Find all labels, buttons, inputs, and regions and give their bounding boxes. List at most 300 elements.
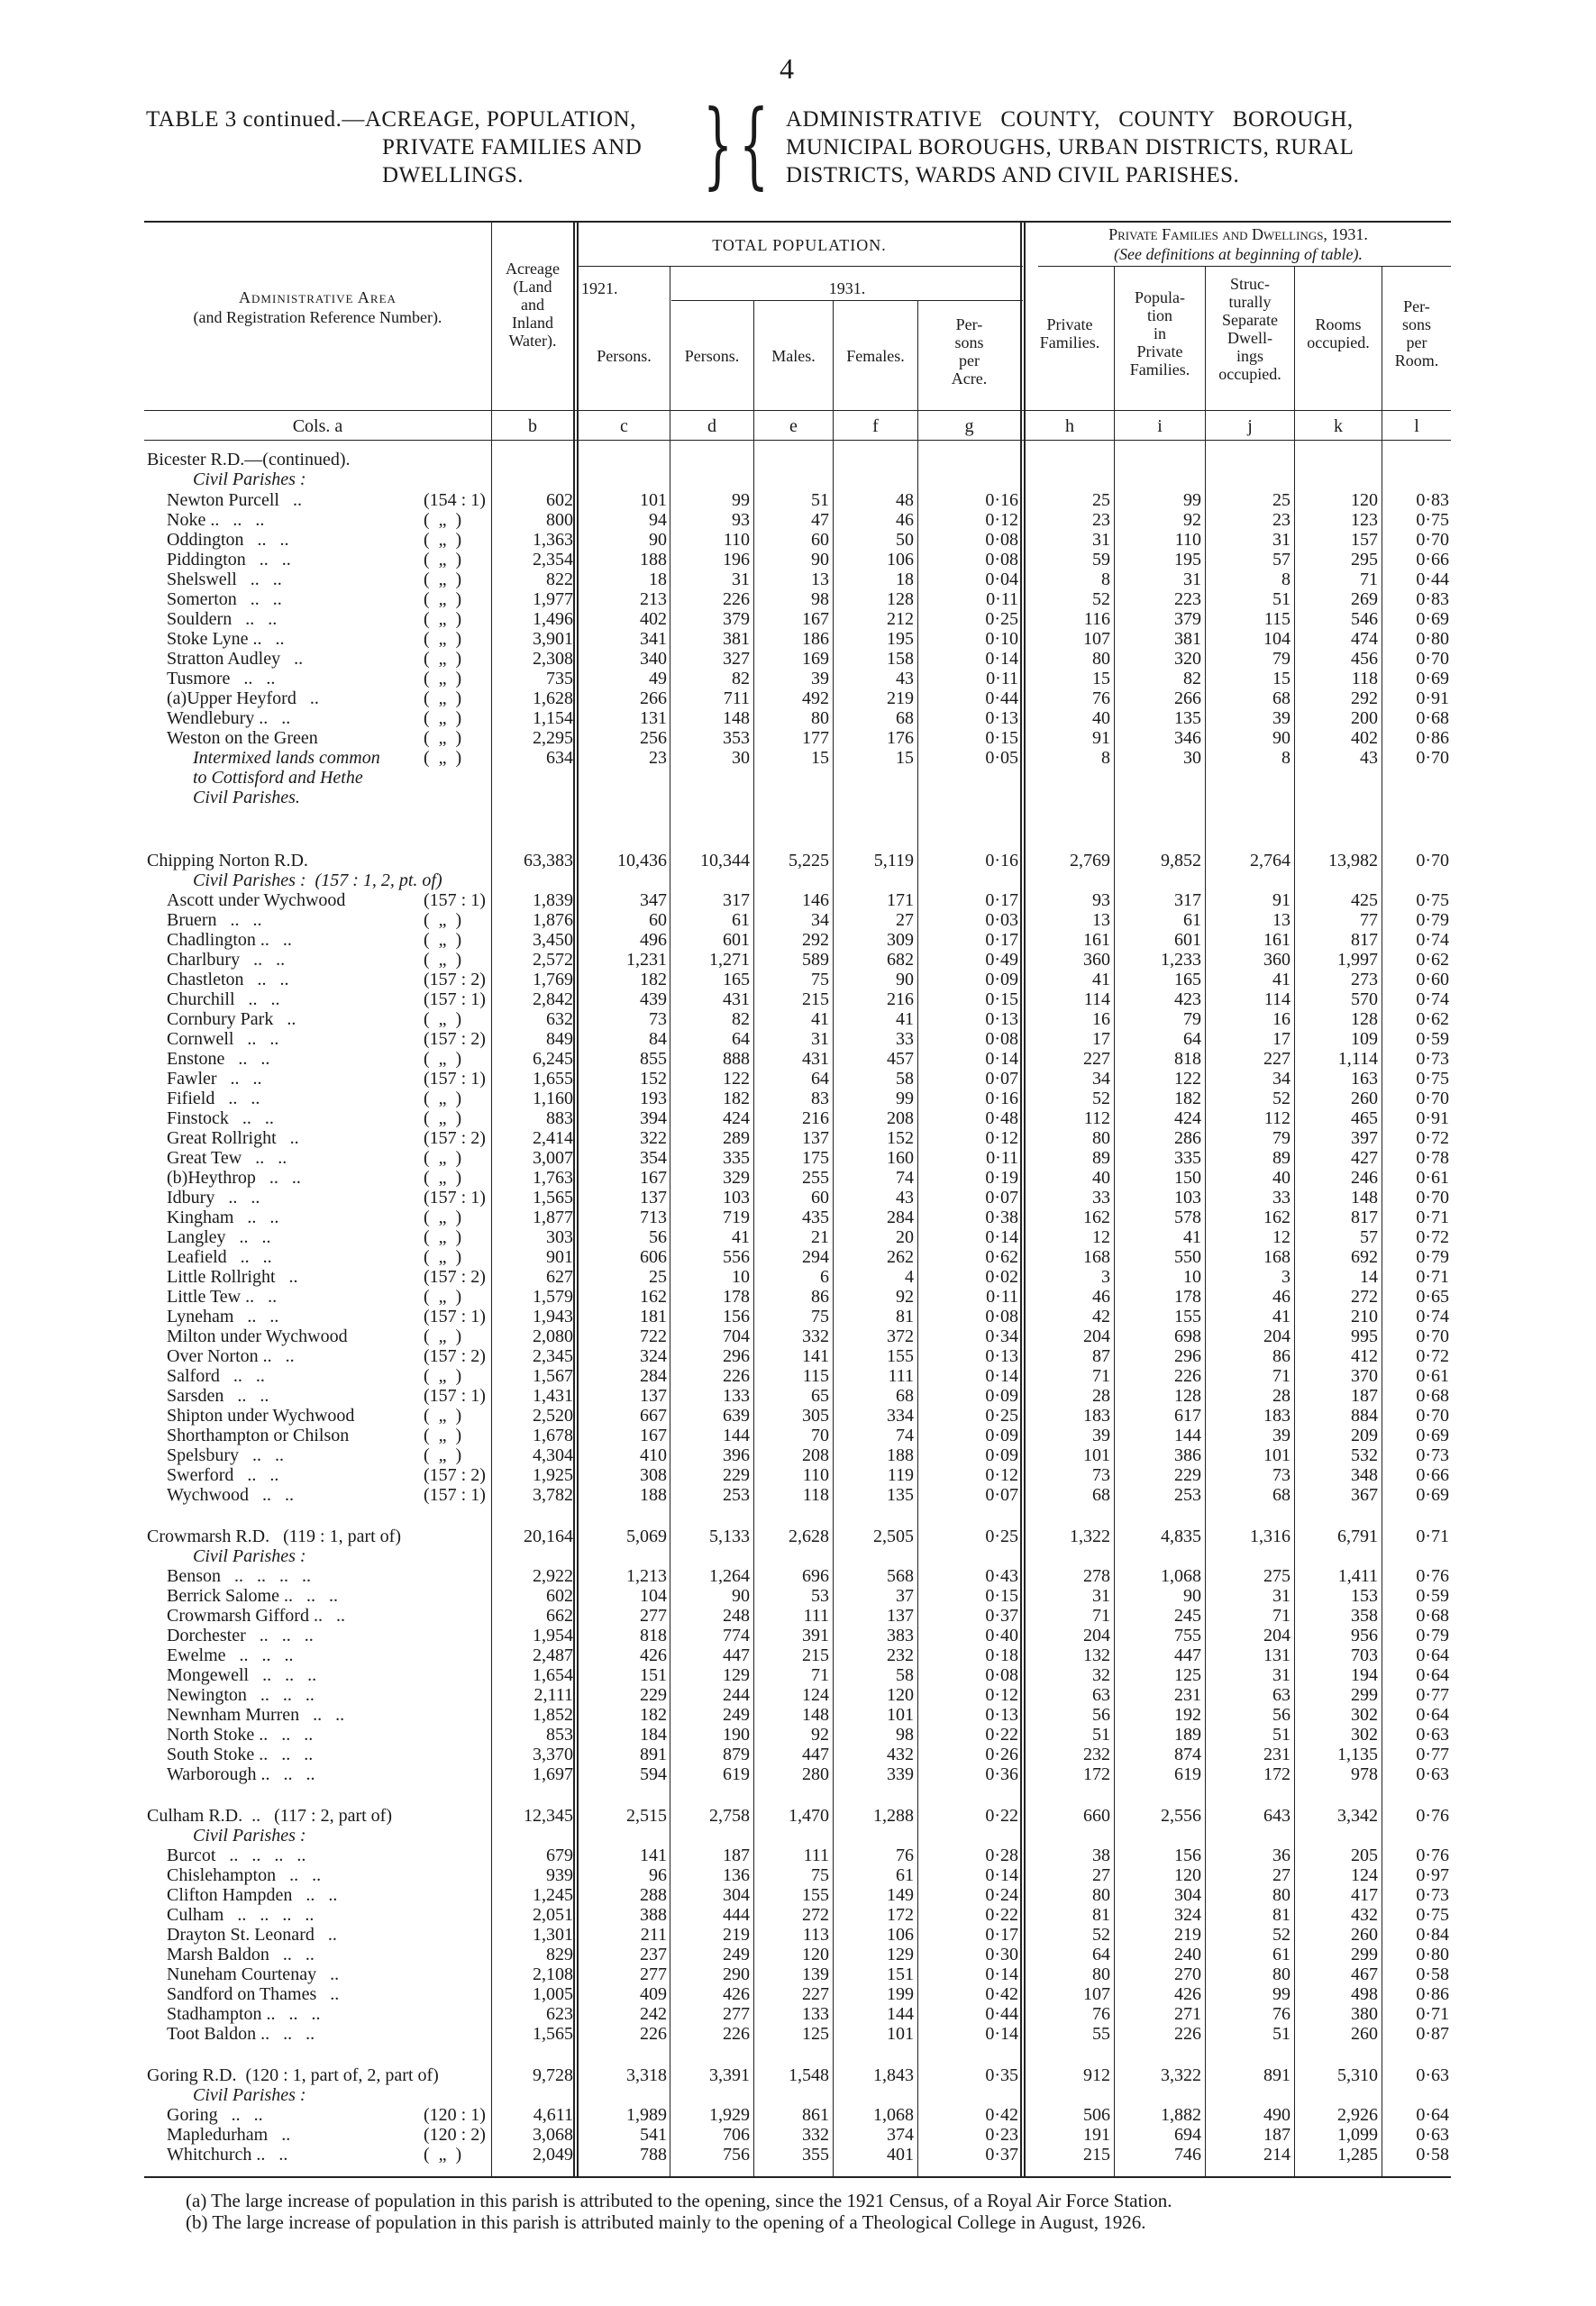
area-name: Ascott under Wychwood — [167, 890, 346, 910]
cell-dwellings: 51 — [1272, 589, 1290, 609]
cell-persons-per-acre: 0·08 — [985, 1029, 1018, 1049]
area-name: Intermixed lands common — [193, 748, 380, 768]
cell-rooms: 13,982 — [1328, 851, 1378, 870]
cell-dwellings: 131 — [1263, 1645, 1290, 1665]
cell-persons-per-room: 0·59 — [1416, 1586, 1449, 1606]
cell-persons-per-acre: 0·02 — [985, 1267, 1018, 1287]
cell-females: 41 — [896, 1009, 914, 1029]
cell-dwellings: 40 — [1272, 1168, 1290, 1188]
cell-rooms: 148 — [1351, 1188, 1378, 1208]
cell-rooms: 370 — [1351, 1366, 1378, 1386]
cell-pop-1921: 1,213 — [626, 1566, 667, 1586]
cell-pop-1921: 141 — [640, 1846, 667, 1865]
y1931-rule — [671, 300, 1023, 301]
header-1921: 1921. — [581, 279, 618, 297]
table-row — [0, 1945, 1596, 1964]
col-letter-g: g — [964, 416, 974, 436]
registration-ref: ( „ ) — [424, 1009, 462, 1029]
cell-persons-per-room: 0·76 — [1416, 1846, 1449, 1865]
area-name: Idbury .. .. — [167, 1188, 260, 1208]
cell-males: 492 — [802, 688, 829, 708]
cell-persons-per-room: 0·76 — [1416, 1566, 1449, 1586]
cell-females: 68 — [896, 1386, 914, 1406]
cell-pop-1921: 137 — [640, 1188, 667, 1208]
area-name: Churchill .. .. — [167, 989, 280, 1009]
cell-persons-per-room: 0·44 — [1416, 570, 1449, 589]
cell-persons-per-room: 0·77 — [1416, 1745, 1449, 1764]
cell-females: 432 — [887, 1745, 914, 1764]
cell-persons-per-acre: 0·17 — [985, 1925, 1018, 1945]
cell-males: 294 — [802, 1247, 829, 1267]
cell-males: 120 — [802, 1945, 829, 1964]
cell-pop-1921: 167 — [640, 1426, 667, 1445]
registration-ref: ( „ ) — [424, 1426, 462, 1445]
registration-ref: ( „ ) — [424, 910, 462, 930]
cell-rooms: 432 — [1351, 1905, 1378, 1925]
cell-pop-private-families: 578 — [1174, 1208, 1201, 1227]
registration-ref: (157 : 1) — [424, 1069, 486, 1089]
cell-dwellings: 112 — [1263, 1108, 1290, 1128]
cell-pop-1931: 41 — [732, 1227, 750, 1247]
cell-males: 34 — [811, 910, 829, 930]
cell-private-families: 506 — [1083, 2105, 1110, 2125]
cell-pop-1921: 266 — [640, 688, 667, 708]
header-persons-1921: Persons. — [597, 347, 652, 365]
cell-pop-1921: 60 — [649, 910, 667, 930]
area-name: Crowmarsh Gifford .. .. — [167, 1606, 345, 1626]
cell-persons-per-room: 0·80 — [1416, 629, 1449, 649]
area-name: Finstock .. .. — [167, 1108, 274, 1128]
cell-pop-1931: 2,758 — [709, 1806, 750, 1826]
area-name: (b)Heythrop .. .. — [167, 1168, 301, 1188]
cell-persons-per-acre: 0·25 — [985, 609, 1018, 629]
area-name: Shipton under Wychwood — [167, 1406, 355, 1426]
area-name: Chipping Norton R.D. — [147, 851, 308, 870]
brace-left-icon: { — [739, 89, 770, 199]
area-name: Noke .. .. .. — [167, 510, 265, 530]
cell-persons-per-acre: 0·14 — [985, 2024, 1018, 2044]
cell-dwellings: 73 — [1272, 1465, 1290, 1485]
cell-persons-per-room: 0·74 — [1416, 1307, 1449, 1326]
cell-persons-per-room: 0·72 — [1416, 1227, 1449, 1247]
header-rooms-occupied: Rooms occupied. — [1307, 315, 1370, 351]
cell-males: 227 — [802, 1984, 829, 2004]
cell-pop-1921: 226 — [640, 2024, 667, 2044]
cell-persons-per-room: 0·71 — [1416, 1527, 1449, 1546]
cell-rooms: 570 — [1351, 989, 1378, 1009]
cell-persons-per-room: 0·74 — [1416, 930, 1449, 950]
cell-females: 212 — [887, 609, 914, 629]
area-name: Clifton Hampden .. .. — [167, 1885, 338, 1905]
registration-ref: ( „ ) — [424, 1326, 462, 1346]
cell-pop-1921: 722 — [640, 1326, 667, 1346]
cell-acreage: 2,572 — [533, 950, 573, 970]
cell-females: 176 — [887, 728, 914, 748]
cell-rooms: 123 — [1351, 510, 1378, 530]
cell-persons-per-room: 0·71 — [1416, 1267, 1449, 1287]
cell-persons-per-acre: 0·10 — [985, 629, 1018, 649]
table-row — [0, 1685, 1596, 1705]
cell-persons-per-room: 0·70 — [1416, 1089, 1449, 1108]
cell-males: 332 — [802, 2125, 829, 2145]
area-name: Lyneham .. .. — [167, 1307, 279, 1326]
cell-private-families: 168 — [1083, 1247, 1110, 1267]
cell-acreage: 6,245 — [533, 1049, 573, 1069]
cell-persons-per-room: 0·75 — [1416, 1069, 1449, 1089]
cell-pop-1931: 335 — [723, 1148, 750, 1168]
cell-pop-1921: 184 — [640, 1725, 667, 1745]
header-1931: 1931. — [828, 279, 866, 297]
cell-males: 435 — [802, 1208, 829, 1227]
cell-males: 215 — [802, 1645, 829, 1665]
cell-dwellings: 1,316 — [1250, 1527, 1290, 1546]
cell-persons-per-room: 0·59 — [1416, 1029, 1449, 1049]
cell-pop-private-families: 240 — [1174, 1945, 1201, 1964]
cell-pop-private-families: 135 — [1174, 708, 1201, 728]
cell-rooms: 246 — [1351, 1168, 1378, 1188]
registration-ref: (120 : 1) — [424, 2105, 486, 2125]
area-name: Toot Baldon .. .. .. — [167, 2024, 315, 2044]
area-name: Great Tew .. .. — [167, 1148, 287, 1168]
area-name: Nuneham Courtenay .. — [167, 1964, 340, 1984]
area-name: Civil Parishes. — [193, 788, 300, 807]
table-top-rule — [144, 221, 1451, 223]
cell-persons-per-room: 0·66 — [1416, 1465, 1449, 1485]
title-right-line-3: DISTRICTS, WARDS AND CIVIL PARISHES. — [786, 163, 1240, 187]
area-name: Mongewell .. .. .. — [167, 1665, 317, 1685]
cell-acreage: 2,922 — [533, 1566, 573, 1586]
cell-private-families: 41 — [1092, 970, 1110, 989]
cell-persons-per-acre: 0·05 — [985, 748, 1018, 768]
cell-acreage: 2,080 — [533, 1326, 573, 1346]
cell-pop-1921: 788 — [640, 2145, 667, 2165]
cell-pop-private-families: 103 — [1174, 1188, 1201, 1208]
cell-persons-per-room: 0·61 — [1416, 1168, 1449, 1188]
cell-females: 33 — [896, 1029, 914, 1049]
cell-persons-per-room: 0·80 — [1416, 1945, 1449, 1964]
cell-males: 13 — [811, 570, 829, 589]
cell-pop-1921: 90 — [649, 530, 667, 550]
cell-pop-1921: 667 — [640, 1406, 667, 1426]
cell-rooms: 1,285 — [1337, 2145, 1378, 2165]
cell-acreage: 829 — [546, 1945, 573, 1964]
registration-ref: ( „ ) — [424, 1366, 462, 1386]
table-row — [0, 2105, 1596, 2125]
cell-acreage: 1,925 — [533, 1465, 573, 1485]
cell-acreage: 2,487 — [533, 1645, 573, 1665]
cell-dwellings: 8 — [1281, 570, 1290, 589]
cell-persons-per-acre: 0·43 — [985, 1566, 1018, 1586]
cell-acreage: 2,111 — [534, 1685, 573, 1705]
area-name: Chislehampton .. .. — [167, 1865, 322, 1885]
cell-private-families: 51 — [1092, 1725, 1110, 1745]
cell-acreage: 1,301 — [533, 1925, 573, 1945]
cell-males: 80 — [811, 708, 829, 728]
cell-pop-private-families: 30 — [1183, 748, 1201, 768]
cell-pop-private-families: 1,882 — [1161, 2105, 1201, 2125]
cell-pop-1931: 196 — [723, 550, 750, 570]
cell-females: 43 — [896, 669, 914, 688]
cell-persons-per-acre: 0·22 — [985, 1806, 1018, 1826]
cell-private-families: 25 — [1092, 490, 1110, 510]
cell-pop-1931: 249 — [723, 1945, 750, 1964]
cell-males: 696 — [802, 1566, 829, 1586]
cell-private-families: 64 — [1092, 1945, 1110, 1964]
table-row — [0, 1069, 1596, 1089]
cell-persons-per-acre: 0·09 — [985, 1426, 1018, 1445]
cell-pop-private-families: 144 — [1174, 1426, 1201, 1445]
cell-males: 141 — [802, 1346, 829, 1366]
cell-pop-private-families: 10 — [1183, 1267, 1201, 1287]
cell-pop-1931: 122 — [723, 1069, 750, 1089]
cell-pop-1921: 439 — [640, 989, 667, 1009]
cell-private-families: 71 — [1092, 1606, 1110, 1626]
cell-rooms: 2,926 — [1337, 2105, 1378, 2125]
cell-females: 119 — [887, 1465, 914, 1485]
cell-dwellings: 31 — [1272, 1586, 1290, 1606]
table-row — [0, 788, 1596, 807]
table-row — [0, 890, 1596, 910]
area-name: Fawler .. .. — [167, 1069, 262, 1089]
table-row — [0, 570, 1596, 589]
cell-females: 262 — [887, 1247, 914, 1267]
cell-rooms: 200 — [1351, 708, 1378, 728]
cell-pop-1921: 388 — [640, 1905, 667, 1925]
registration-ref: (157 : 2) — [424, 1346, 486, 1366]
cell-females: 46 — [896, 510, 914, 530]
cell-pop-private-families: 320 — [1174, 649, 1201, 669]
table-bottom-rule — [144, 2176, 1451, 2178]
area-name: Cornwell .. .. — [167, 1029, 279, 1049]
cell-private-families: 204 — [1083, 1326, 1110, 1346]
cell-private-families: 52 — [1092, 1089, 1110, 1108]
title-left-line-3: DWELLINGS. — [382, 163, 524, 187]
cell-rooms: 299 — [1351, 1945, 1378, 1964]
cell-dwellings: 23 — [1272, 510, 1290, 530]
registration-ref: ( „ ) — [424, 669, 462, 688]
cell-acreage: 3,370 — [533, 1745, 573, 1764]
cell-private-families: 101 — [1083, 1445, 1110, 1465]
cell-pop-1931: 396 — [723, 1445, 750, 1465]
cell-acreage: 2,049 — [533, 2145, 573, 2165]
table-row — [0, 1366, 1596, 1386]
cell-pop-1921: 84 — [649, 1029, 667, 1049]
cell-persons-per-acre: 0·08 — [985, 530, 1018, 550]
cell-females: 18 — [896, 570, 914, 589]
cell-pop-private-families: 379 — [1174, 609, 1201, 629]
cell-pop-1931: 601 — [723, 930, 750, 950]
cell-private-families: 23 — [1092, 510, 1110, 530]
cell-males: 53 — [811, 1586, 829, 1606]
area-name: Weston on the Green — [167, 728, 318, 748]
cell-acreage: 20,164 — [524, 1527, 573, 1546]
cell-pop-private-families: 99 — [1183, 490, 1201, 510]
cell-persons-per-acre: 0·42 — [985, 1984, 1018, 2004]
table-row — [0, 1925, 1596, 1945]
cell-males: 5,225 — [789, 851, 829, 870]
cell-pop-1931: 1,271 — [709, 950, 750, 970]
cell-pop-1921: 56 — [649, 1227, 667, 1247]
cell-dwellings: 80 — [1272, 1885, 1290, 1905]
registration-ref: ( „ ) — [424, 510, 462, 530]
area-name: Newnham Murren .. .. — [167, 1705, 345, 1725]
cell-persons-per-acre: 0·12 — [985, 1685, 1018, 1705]
cell-persons-per-acre: 0·14 — [985, 649, 1018, 669]
cell-acreage: 63,383 — [524, 851, 573, 870]
cell-males: 216 — [802, 1108, 829, 1128]
cell-persons-per-acre: 0·12 — [985, 510, 1018, 530]
cell-private-families: 52 — [1092, 589, 1110, 609]
registration-ref: ( „ ) — [424, 649, 462, 669]
cell-males: 167 — [802, 609, 829, 629]
cell-persons-per-acre: 0·08 — [985, 1665, 1018, 1685]
cell-males: 146 — [802, 890, 829, 910]
cell-pop-1921: 541 — [640, 2125, 667, 2145]
registration-ref: (154 : 1) — [424, 490, 486, 510]
cell-dwellings: 31 — [1272, 1665, 1290, 1685]
table-row — [0, 1645, 1596, 1665]
cell-persons-per-room: 0·63 — [1416, 2065, 1449, 2085]
cell-private-families: 55 — [1092, 2024, 1110, 2044]
cell-dwellings: 79 — [1272, 1128, 1290, 1148]
cell-pop-private-families: 79 — [1183, 1009, 1201, 1029]
cell-acreage: 1,655 — [533, 1069, 573, 1089]
cell-pop-private-families: 601 — [1174, 930, 1201, 950]
cell-females: 219 — [887, 688, 914, 708]
cell-pop-1931: 1,264 — [709, 1566, 750, 1586]
cell-persons-per-acre: 0·26 — [985, 1745, 1018, 1764]
cell-persons-per-acre: 0·48 — [985, 1108, 1018, 1128]
cell-dwellings: 101 — [1263, 1445, 1290, 1465]
cell-rooms: 77 — [1360, 910, 1378, 930]
cell-pop-private-families: 192 — [1174, 1705, 1201, 1725]
cell-pop-private-families: 64 — [1183, 1029, 1201, 1049]
cell-rooms: 272 — [1351, 1287, 1378, 1307]
cell-rooms: 43 — [1360, 748, 1378, 768]
cell-acreage: 2,051 — [533, 1905, 573, 1925]
cell-pop-private-families: 110 — [1174, 530, 1201, 550]
title-left-line-2: PRIVATE FAMILIES AND — [382, 135, 643, 160]
cell-persons-per-room: 0·70 — [1416, 1406, 1449, 1426]
table-row — [0, 708, 1596, 728]
cell-persons-per-acre: 0·13 — [985, 1346, 1018, 1366]
area-name: Swerford .. .. — [167, 1465, 279, 1485]
area-name: Bicester R.D.—(continued). — [147, 450, 351, 469]
cell-pop-private-families: 4,835 — [1161, 1527, 1201, 1546]
cell-persons-per-room: 0·97 — [1416, 1865, 1449, 1885]
cell-dwellings: 71 — [1272, 1366, 1290, 1386]
cell-persons-per-acre: 0·08 — [985, 550, 1018, 570]
cell-dwellings: 27 — [1272, 1865, 1290, 1885]
cell-private-families: 38 — [1092, 1846, 1110, 1865]
cell-males: 175 — [802, 1148, 829, 1168]
cell-females: 374 — [887, 2125, 914, 2145]
cell-females: 158 — [887, 649, 914, 669]
col-letter-rule — [144, 440, 1451, 441]
cell-rooms: 292 — [1351, 688, 1378, 708]
table-row — [0, 2085, 1596, 2105]
cell-pop-1921: 18 — [649, 570, 667, 589]
cell-pop-1931: 379 — [723, 609, 750, 629]
cell-pop-private-families: 617 — [1174, 1406, 1201, 1426]
cell-dwellings: 204 — [1263, 1326, 1290, 1346]
cell-acreage: 1,977 — [533, 589, 573, 609]
cell-pop-private-families: 447 — [1174, 1645, 1201, 1665]
cell-pop-private-families: 386 — [1174, 1445, 1201, 1465]
cell-pop-1931: 82 — [732, 1009, 750, 1029]
cell-pop-1931: 190 — [723, 1725, 750, 1745]
cell-rooms: 71 — [1360, 570, 1378, 589]
cell-persons-per-room: 0·70 — [1416, 649, 1449, 669]
cell-males: 1,470 — [789, 1806, 829, 1826]
cell-females: 457 — [887, 1049, 914, 1069]
cell-private-families: 68 — [1092, 1485, 1110, 1505]
cell-persons-per-acre: 0·28 — [985, 1846, 1018, 1865]
cell-acreage: 3,450 — [533, 930, 573, 950]
cell-males: 133 — [802, 2004, 829, 2024]
table-row — [0, 649, 1596, 669]
cell-pop-1921: 606 — [640, 1247, 667, 1267]
cell-females: 372 — [887, 1326, 914, 1346]
cell-acreage: 853 — [546, 1725, 573, 1745]
cell-pop-1921: 277 — [640, 1606, 667, 1626]
cell-private-families: 204 — [1083, 1626, 1110, 1645]
table-row — [0, 1128, 1596, 1148]
cell-dwellings: 214 — [1263, 2145, 1290, 2165]
registration-ref: ( „ ) — [424, 1445, 462, 1465]
cell-pop-private-families: 231 — [1174, 1685, 1201, 1705]
cell-acreage: 1,943 — [533, 1307, 573, 1326]
area-name: Shelswell .. .. — [167, 570, 282, 589]
table-row — [0, 1725, 1596, 1745]
cell-rooms: 402 — [1351, 728, 1378, 748]
table-row — [0, 1606, 1596, 1626]
area-name: Civil Parishes : (157 : 1, 2, pt. of) — [193, 870, 442, 890]
cell-private-families: 40 — [1092, 708, 1110, 728]
cell-persons-per-acre: 0·14 — [985, 1227, 1018, 1247]
cell-rooms: 498 — [1351, 1984, 1378, 2004]
cell-dwellings: 168 — [1263, 1247, 1290, 1267]
cell-pop-1931: 447 — [723, 1645, 750, 1665]
cell-dwellings: 161 — [1263, 930, 1290, 950]
cell-pop-private-families: 304 — [1174, 1885, 1201, 1905]
cell-private-families: 80 — [1092, 1128, 1110, 1148]
cell-dwellings: 115 — [1263, 609, 1290, 629]
table-row — [0, 1465, 1596, 1485]
cell-private-families: 660 — [1083, 1806, 1110, 1826]
cell-females: 309 — [887, 930, 914, 950]
cell-persons-per-acre: 0·14 — [985, 1049, 1018, 1069]
cell-acreage: 2,295 — [533, 728, 573, 748]
cell-females: 195 — [887, 629, 914, 649]
cell-persons-per-room: 0·68 — [1416, 1386, 1449, 1406]
col-letter-e: e — [789, 416, 798, 436]
cell-pop-private-families: 694 — [1174, 2125, 1201, 2145]
cell-pop-private-families: 2,556 — [1161, 1806, 1201, 1826]
cell-rooms: 703 — [1351, 1645, 1378, 1665]
cell-dwellings: 34 — [1272, 1069, 1290, 1089]
cell-private-families: 63 — [1092, 1685, 1110, 1705]
cell-persons-per-acre: 0·11 — [986, 1148, 1018, 1168]
cell-dwellings: 162 — [1263, 1208, 1290, 1227]
cell-acreage: 735 — [546, 669, 573, 688]
cell-pop-1921: 322 — [640, 1128, 667, 1148]
area-name: Leafield .. .. — [167, 1247, 272, 1267]
cell-private-families: 80 — [1092, 1964, 1110, 1984]
cell-persons-per-room: 0·64 — [1416, 2105, 1449, 2125]
cell-private-families: 52 — [1092, 1925, 1110, 1945]
table-row — [0, 1445, 1596, 1465]
